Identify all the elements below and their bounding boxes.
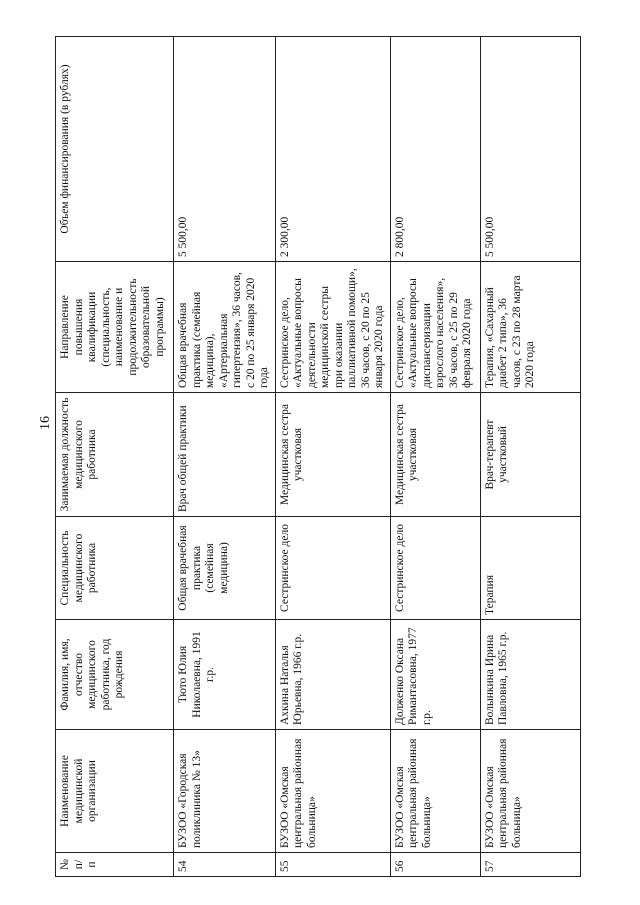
row-funding: 2 300,00	[275, 37, 390, 262]
row-full-name: Тюто Юлия Николаевна, 1991 г.р.	[174, 620, 276, 730]
page-number: 16	[38, 416, 53, 430]
row-organization: БУЗОО «Городская поликлиника № 13»	[174, 730, 276, 853]
row-specialty: Общая врачебная практика (семейная медицина)	[174, 517, 276, 620]
row-position: Медицинская сестра участковая	[390, 393, 480, 517]
row-organization: БУЗОО «Омская центральная районная больница»	[480, 730, 580, 853]
row-specialty: Сестринское дело	[275, 517, 390, 620]
row-number: 57	[480, 853, 580, 877]
row-training-direction: Терапия, «Сахарный диабет 2 типа», 36 часов, с 23 по 28 марта 2020 года	[480, 262, 580, 393]
row-position: Медицинская сестра участковая	[275, 393, 390, 517]
row-number: 54	[174, 853, 276, 877]
header-number: № п/п	[56, 853, 174, 877]
row-training-direction: Сестринское дело, «Актуальные вопросы деятельности медицинской сестры при оказании паллиативной помощи», 36 часов, с 20 по 25 января 2020 года	[275, 262, 390, 393]
rotated-table-wrapper	[55, 37, 570, 877]
row-funding: 5 500,00	[174, 37, 276, 262]
row-funding: 5 500,00	[480, 37, 580, 262]
header-specialty: Специальность медицинского работника	[56, 517, 174, 620]
header-full-name: Фамилия, имя, отчество медицинского работника, год рождения	[56, 620, 174, 730]
table-row	[275, 37, 390, 877]
row-full-name: Ахкина Наталья Юрьевна, 1966 г.р.	[275, 620, 390, 730]
header-organization: Наименование медицинской организации	[56, 730, 174, 853]
row-full-name: Долженко Оксана Римантасовна, 1977 г.р.	[390, 620, 480, 730]
table-row	[390, 37, 480, 877]
row-position: Врач-терапевт участковый	[480, 393, 580, 517]
row-specialty: Сестринское дело	[390, 517, 480, 620]
row-number: 56	[390, 853, 480, 877]
row-training-direction: Сестринское дело, «Актуальные вопросы диспансеризации взрослого населения», 36 часов, с 25 по 29 февраля 2020 года	[390, 262, 480, 393]
row-number: 55	[275, 853, 390, 877]
table-header-row	[56, 37, 174, 877]
header-training-direction: Направление повышения квалификации (специальность, наименование и продолжительность образовательной программы)	[56, 262, 174, 393]
row-organization: БУЗОО «Омская центральная районная больница»	[275, 730, 390, 853]
table-row	[480, 37, 580, 877]
row-organization: БУЗОО «Омская центральная районная больница»	[390, 730, 480, 853]
row-funding: 2 800,00	[390, 37, 480, 262]
row-specialty: Терапия	[480, 517, 580, 620]
header-funding: Объем финансирования (в рублях)	[56, 37, 174, 262]
row-full-name: Волынкина Ирина Павловна, 1965 г.р.	[480, 620, 580, 730]
header-position: Занимаемая должность медицинского работника	[56, 393, 174, 517]
staff-training-table	[55, 36, 581, 877]
row-training-direction: Общая врачебная практика (семейная медицина), «Артериальная гипертензия», 36 часов, с 20 по 25 января 2020 года	[174, 262, 276, 393]
row-position: Врач общей практики	[174, 393, 276, 517]
table-row	[174, 37, 276, 877]
